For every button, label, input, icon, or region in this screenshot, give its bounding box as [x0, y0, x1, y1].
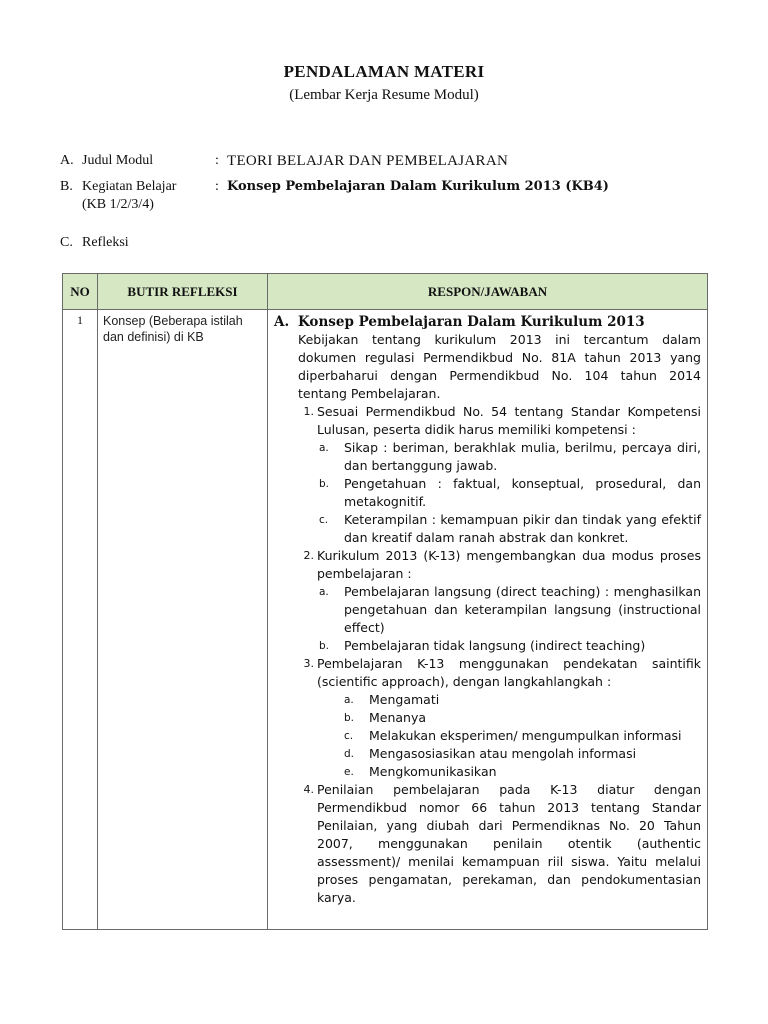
sub-list: [317, 691, 701, 781]
numbered-list: [274, 403, 701, 907]
sub-mark: d.: [344, 748, 355, 760]
document-subtitle: (Lembar Kerja Resume Modul): [289, 87, 479, 103]
info-label: Refleksi: [82, 235, 129, 250]
sub-item: [319, 583, 701, 637]
sub-mark: a.: [344, 694, 354, 706]
section-mark: A.: [274, 314, 290, 330]
info-value: TEORI BELAJAR DAN PEMBELAJARAN: [227, 153, 509, 169]
sub-text: Keterampilan : kemampuan pikir dan tindak yang efektif dan kreatif dalam ranah abstrak dan konkret.: [344, 512, 701, 545]
info-colon: :: [215, 179, 219, 194]
list-item: [303, 655, 701, 781]
info-colon: :: [215, 153, 219, 168]
row-number: 1: [63, 310, 98, 930]
header-no: NO: [63, 274, 98, 310]
sub-item: [319, 475, 701, 511]
item-mark: 4.: [303, 783, 314, 796]
header-butir-refleksi: BUTIR REFLEKSI: [98, 274, 268, 310]
sub-text: Mengkomunikasikan: [369, 764, 497, 779]
info-value: Konsep Pembelajaran Dalam Kurikulum 2013 (KB4): [227, 179, 609, 194]
item-mark: 2.: [303, 549, 314, 562]
info-mark: A.: [60, 153, 74, 168]
sub-text: Pembelajaran langsung (direct teaching) : menghasilkan pengetahuan dan keterampilan langsung (instructional effect): [344, 584, 701, 635]
sub-text: Pembelajaran tidak langsung (indirect teaching): [344, 638, 646, 653]
item-text: Kurikulum 2013 (K-13) mengembangkan dua modus proses pembelajaran :: [317, 548, 701, 581]
section-heading: [274, 313, 701, 331]
sub-item: [344, 709, 701, 727]
item-text: Sesuai Permendikbud No. 54 tentang Standar Kompetensi Lulusan, peserta didik harus memiliki kompetensi :: [317, 404, 701, 437]
info-mark: B.: [60, 179, 73, 194]
sub-mark: b.: [319, 478, 330, 490]
sub-item: [344, 727, 701, 745]
sub-mark: b.: [319, 640, 330, 652]
sub-list: [317, 439, 701, 547]
header-respon-jawaban: RESPON/JAWABAN: [268, 274, 708, 310]
sub-text: Sikap : beriman, berakhlak mulia, berilmu, percaya diri, dan bertanggung jawab.: [344, 440, 701, 473]
reflection-table: [62, 273, 708, 930]
row-respon: [268, 310, 708, 930]
document-title: PENDALAMAN MATERI: [283, 62, 485, 81]
sub-text: Menanya: [369, 710, 427, 725]
sub-mark: a.: [319, 442, 329, 454]
sub-mark: e.: [344, 766, 354, 778]
section-title: Konsep Pembelajaran Dalam Kurikulum 2013: [298, 314, 645, 330]
info-label: Judul Modul: [82, 153, 154, 168]
item-mark: 1.: [303, 405, 314, 418]
list-item: [303, 781, 701, 907]
sub-mark: a.: [319, 586, 329, 598]
item-text: Penilaian pembelajaran pada K-13 diatur dengan Permendikbud nomor 66 tahun 2013 tentang Standar Penilaian, yang diubah dari Permendiknas No. 20 Tahun 2007, menggunakan penilain otentik (authentic assessment)/ menilai kemampuan riil siswa. Yaitu melalui proses pengamatan, perekaman, dan pendokumentasian karya.: [317, 782, 701, 905]
sub-mark: c.: [319, 514, 329, 526]
sub-item: [344, 691, 701, 709]
sub-item: [319, 439, 701, 475]
intro-paragraph: Kebijakan tentang kurikulum 2013 ini tercantum dalam dokumen regulasi Permendikbud No. 81A tahun 2013 yang diperbaharui dengan Permendikbud No. 104 tahun 2014 tentang Pembelajaran.: [298, 332, 701, 401]
info-label-secondary: (KB 1/2/3/4): [82, 197, 154, 212]
info-mark: C.: [60, 235, 73, 250]
sub-item: [319, 511, 701, 547]
sub-text: Mengasosiasikan atau mengolah informasi: [369, 746, 637, 761]
sub-item: [344, 763, 701, 781]
sub-list: [317, 583, 701, 655]
list-item: [303, 547, 701, 655]
list-item: [303, 403, 701, 547]
sub-text: Mengamati: [369, 692, 440, 707]
row-butir: Konsep (Beberapa istilah dan definisi) di KB: [98, 310, 268, 930]
sub-text: Pengetahuan : faktual, konseptual, prosedural, dan metakognitif.: [344, 476, 701, 509]
sub-item: [344, 745, 701, 763]
sub-text: Melakukan eksperimen/ mengumpulkan informasi: [369, 728, 682, 743]
item-text: Pembelajaran K-13 menggunakan pendekatan saintifik (scientific approach), dengan langkahlangkah :: [317, 656, 701, 689]
table-row: [63, 310, 708, 930]
info-label: Kegiatan Belajar: [82, 179, 177, 194]
item-mark: 3.: [303, 657, 314, 670]
sub-mark: c.: [344, 730, 354, 742]
sub-mark: b.: [344, 712, 355, 724]
sub-item: [319, 637, 701, 655]
table-header-row: [63, 274, 708, 310]
